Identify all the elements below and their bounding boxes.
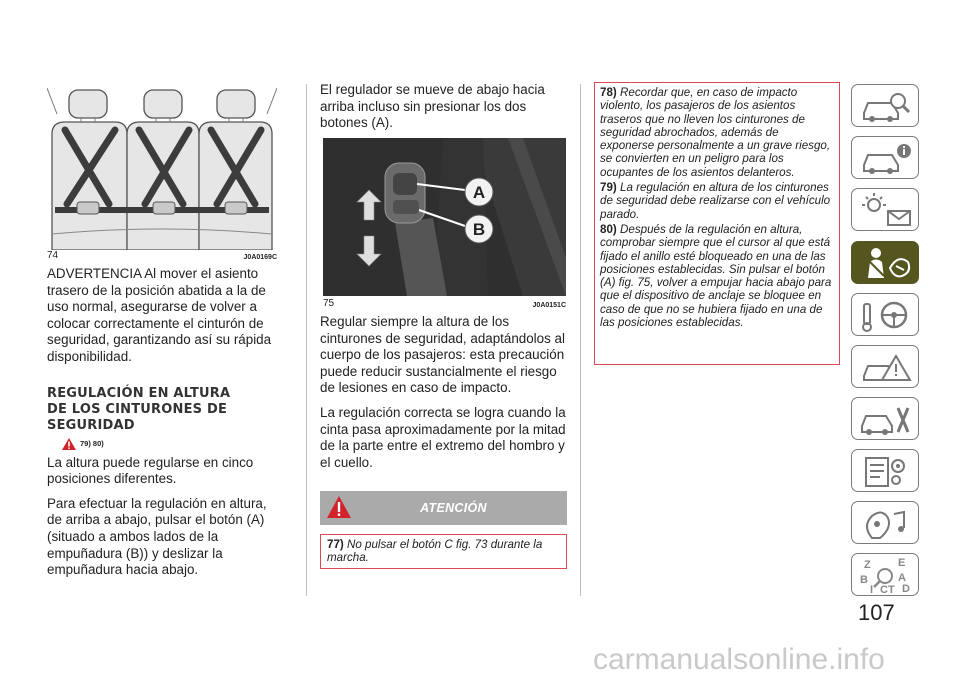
belt-height-adjuster-photo [323,138,566,296]
index-letter: D [902,583,910,595]
note-text: Después de la regulación en altura, comprobar siempre que el cursor al que está fijado el anillo esté bloqueado en una de las posiciones establecidas. Sin pulsar el botón (A) fig. 75, volver a empujar hacia abajo para que el dispositivo de anclaje se bloquee en caso de que no se hubiera fijado en una de las posiciones establecidas. [600,222,832,330]
figure-number: 75 [323,298,335,309]
index-icon[interactable] [851,553,919,596]
ref-marks: 79) 80) [80,439,104,449]
note-number: 80) [600,222,617,236]
body-paragraph: Regular siempre la altura de los cinturones de seguridad, adaptándolos al cuerpo de los pasajeros: esta precaución puede reducir sustancialmente el riesgo de lesiones en caso de impacto. [320,314,565,396]
watermark: carmanualsonline.info [593,643,885,676]
column-divider [580,84,581,596]
index-letter: T [888,584,895,596]
column-1-text [47,266,285,587]
emergency-icon[interactable] [851,345,919,388]
page-number: 107 [858,600,895,625]
body-paragraph: Para efectuar la regulación en altura, de arriba a abajo, pulsar el botón (A) (situado a ambos lados de la empuñadura (B)) y deslizar la empuñadura hacia abajo. [47,495,267,578]
column-divider [306,84,307,596]
figure-74 [47,84,277,250]
reference-marks [61,437,285,451]
callout-a: A [472,183,486,202]
note-item [600,181,834,221]
intro-paragraph: El regulador se mueve de abajo hacia arriba incluso sin presionar los dos botones (A). [320,82,545,131]
figure-75-caption [323,298,566,309]
figure-number: 74 [47,250,59,261]
car-info-icon[interactable] [851,136,919,179]
technical-data-icon[interactable] [851,449,919,492]
figure-74-caption [47,250,277,261]
attention-title: ATENCIÓN [420,501,487,515]
figure-code: J0A0151C [532,302,566,309]
note-number: 78) [600,86,617,99]
note-text: La regulación en altura de los cinturones de seguridad debe realizarse con el vehículo parado. [600,181,831,221]
index-letter: I [870,584,874,596]
index-letter: E [898,557,906,569]
note-text: No pulsar el botón C fig. 73 durante la marcha. [327,538,543,565]
warning-triangle-icon [61,437,77,451]
heading-line: REGULACIÓN EN ALTURA [47,385,231,401]
starting-driving-icon[interactable] [851,293,919,336]
rear-seats-illustration [47,84,277,250]
heading-line: DE LOS CINTURONES DE [47,401,228,417]
seatbelt-airbag-icon[interactable] [851,241,919,284]
maintenance-icon[interactable] [851,397,919,440]
multimedia-icon[interactable] [851,501,919,544]
section-heading [47,386,285,434]
callout-b: B [472,220,486,239]
notes-box [594,82,840,365]
note-item [600,223,834,329]
index-letter: Z [864,559,871,571]
note-item [600,86,834,179]
body-paragraph: La regulación correcta se logra cuando la cinta pasa aproximadamente por la mitad de la parte entre el extremo del hombro y el cuello. [320,404,566,470]
attention-note-box [320,534,567,569]
column-2-text [320,314,570,479]
figure-code: J0A0169C [243,254,277,261]
heading-line: SEGURIDAD [47,417,135,433]
index-letter: B [860,574,868,586]
body-paragraph: La altura puede regularse en cinco posiciones diferentes. [47,454,254,487]
car-search-icon[interactable] [851,84,919,127]
note-number: 77) [327,538,344,551]
attention-bar [320,491,567,525]
column-2-intro [320,82,568,140]
warning-paragraph: ADVERTENCIA Al mover el asiento trasero de la posición abatida a la de uso normal, asegurarse de volver a colocar correctamente el cinturón de seguridad, garantizando así su rápida disponibilidad. [47,266,272,364]
note-text: Recordar que, en caso de impacto violento, los pasajeros de los asientos traseros que no lleven los cinturones de seguridad abrochados, además de exponerse personalmente a un grave riesgo, se convierten en un peligro para los ocupantes de los asientos delanteros. [600,86,831,179]
index-letter: A [898,572,906,584]
figure-75 [323,138,566,296]
index-letter: C [880,584,888,596]
note-number: 79) [600,181,617,195]
dashboard-lights-icon[interactable] [851,188,919,231]
